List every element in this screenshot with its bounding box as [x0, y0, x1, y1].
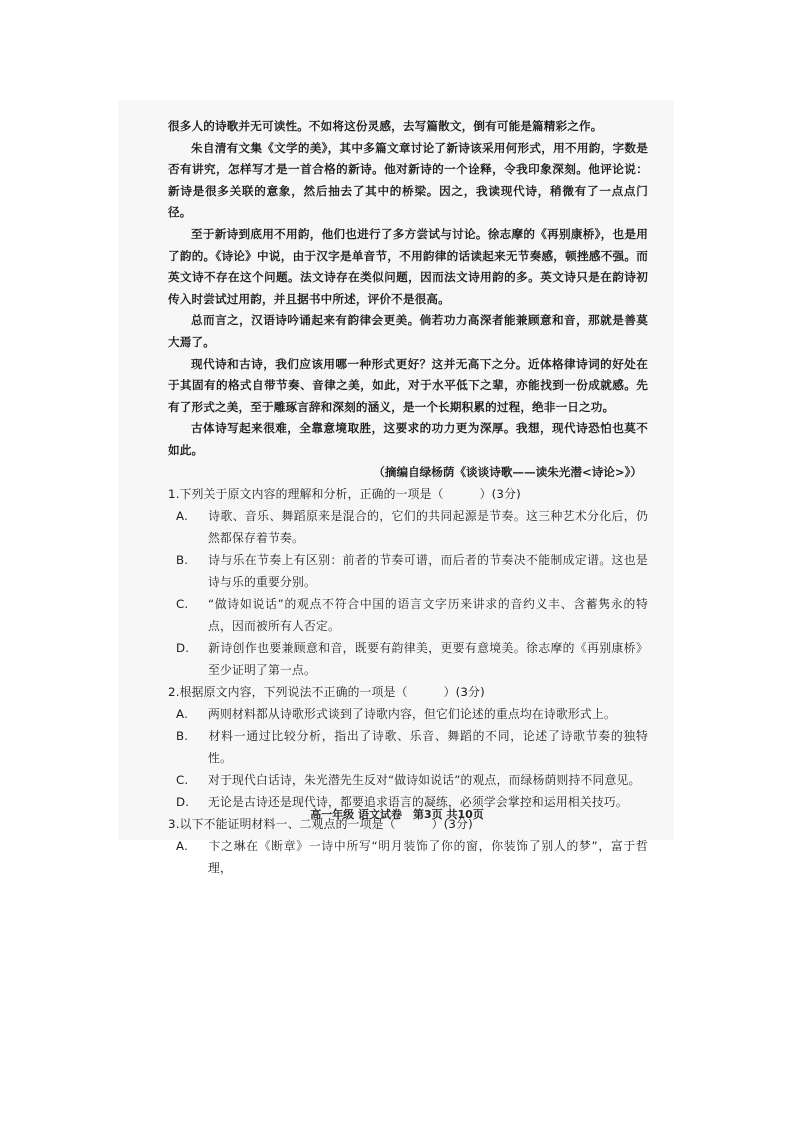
- question-1-option-a[interactable]: [176, 505, 648, 549]
- question-1: [168, 483, 648, 681]
- option-letter: B.: [176, 553, 189, 568]
- option-letter: D.: [176, 641, 190, 656]
- option-letter: A.: [176, 707, 189, 722]
- passage-paragraph-6: 古体诗写起来很难，全靠意境取胜，这要求的功力更为深厚。我想，现代诗恐怕也莫不如此。: [168, 421, 648, 457]
- option-text: 无论是古诗还是现代诗，都要追求语言的凝练，必须学会掌控和运用相关技巧。: [208, 795, 628, 810]
- passage-paragraph-4: 总而言之，汉语诗吟诵起来有韵律会更美。倘若功力高深者能兼顾意和音，那就是善莫大焉了。: [168, 313, 648, 349]
- option-letter: A.: [176, 839, 189, 854]
- exam-page-content: [168, 116, 648, 879]
- question-3-stem: 3.以下不能证明材料一、二观点的一项是（ ）(3分): [168, 817, 473, 832]
- option-text: 对于现代白话诗，朱光潜先生反对“做诗如说话”的观点，而绿杨荫则持不同意见。: [208, 773, 641, 788]
- question-2-stem: 2.根据原文内容，下列说法不正确的一项是（ ）(3分): [168, 685, 485, 700]
- question-1-option-b[interactable]: [176, 549, 648, 593]
- option-text: 新诗创作也要兼顾意和音，既要有韵律美，更要有意境美。徐志摩的《再别康桥》至少证明了第一点。: [208, 641, 648, 678]
- reading-passage: [168, 116, 648, 483]
- option-letter: B.: [176, 729, 189, 744]
- option-text: “做诗如说话”的观点不符合中国的语言文字历来讲求的音约义丰、含蓄隽永的特点，因而被所有人否定。: [208, 597, 648, 634]
- question-1-stem: 1.下列关于原文内容的理解和分析，正确的一项是（ ）(3分): [168, 487, 521, 502]
- passage-paragraph-1: 很多人的诗歌并无可读性。不如将这份灵感，去写篇散文，倒有可能是篇精彩之作。: [168, 119, 603, 133]
- option-text: 诗与乐在节奏上有区别：前者的节奏可谱，而后者的节奏决不能制成定谱。这也是诗与乐的重要分别。: [208, 553, 648, 590]
- option-letter: C.: [176, 773, 189, 788]
- option-text: 材料一通过比较分析，指出了诗歌、乐音、舞蹈的不同，论述了诗歌节奏的独特性。: [208, 729, 648, 766]
- passage-paragraph-2: 朱自清有文集《文学的美》，其中多篇文章讨论了新诗该采用何形式，用不用韵，字数是否有讲究，怎样写才是一首合格的新诗。他对新诗的一个诠释，令我印象深刻。他评论说：新诗是很多关联的意象，然后抽去了其中的桥梁。因之，我读现代诗，稍微有了一点点门径。: [168, 140, 648, 220]
- question-3-option-a[interactable]: [176, 835, 648, 879]
- passage-source: （摘编自绿杨荫《谈谈诗歌——读朱光潜<诗论>》）: [373, 464, 642, 479]
- question-3: [168, 813, 648, 879]
- question-2-option-a[interactable]: [176, 703, 648, 725]
- page-footer: 高一年级 语文试卷 第3页 共10页: [310, 808, 484, 821]
- option-letter: D.: [176, 795, 190, 810]
- option-text: 诗歌、音乐、舞蹈原来是混合的，它们的共同起源是节奏。这三种艺术分化后，仍然都保存着节奏。: [208, 509, 648, 546]
- question-2: [168, 681, 648, 813]
- question-1-option-c[interactable]: [176, 593, 648, 637]
- question-1-option-d[interactable]: [176, 637, 648, 681]
- passage-paragraph-3: 至于新诗到底用不用韵，他们也进行了多方尝试与讨论。徐志摩的《再别康桥》，也是用了韵的。《诗论》中说，由于汉字是单音节，不用韵律的话读起来无节奏感，顿挫感不强。而英文诗不存在这个问题。法文诗存在类似问题，因而法文诗用韵的多。英文诗只是在韵诗初传入时尝试过用韵，并且据书中所述，评价不是很高。: [168, 226, 648, 306]
- question-2-option-b[interactable]: [176, 725, 648, 769]
- option-text: 两则材料都从诗歌形式谈到了诗歌内容，但它们论述的重点均在诗歌形式上。: [208, 707, 616, 722]
- question-2-option-c[interactable]: [176, 769, 648, 791]
- option-text: 卞之琳在《断章》一诗中所写“明月装饰了你的窗，你装饰了别人的梦”，富于哲理，: [208, 839, 648, 876]
- option-letter: C.: [176, 597, 189, 612]
- passage-paragraph-5: 现代诗和古诗，我们应该用哪一种形式更好？这并无高下之分。近体格律诗词的好处在于其固有的格式自带节奏、音律之美，如此，对于水平低下之辈，亦能找到一份成就感。先有了形式之美，至于雕琢言辞和深刻的涵义，是一个长期积累的过程，绝非一日之功。: [168, 356, 648, 414]
- option-letter: A.: [176, 509, 189, 524]
